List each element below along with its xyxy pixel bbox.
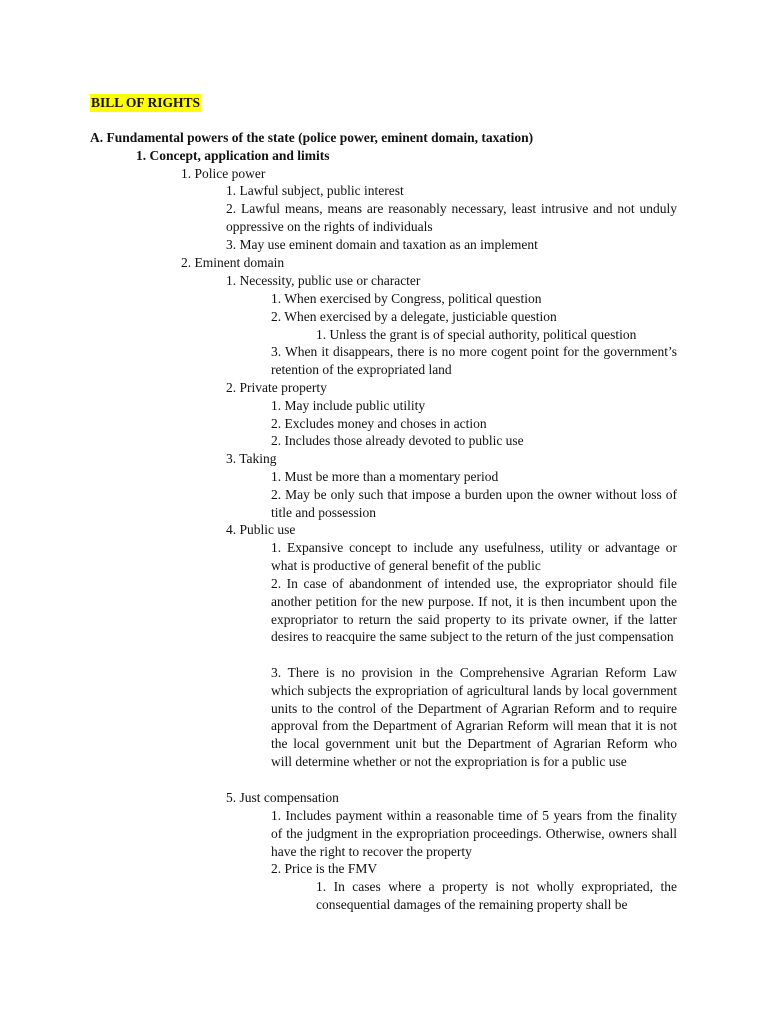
outline-item: 1. May include public utility (271, 398, 426, 413)
outline-item: 1. Expansive concept to include any usefulness, utility or advantage or what is productive of general benefit of the public (271, 540, 677, 573)
outline-item-private-property: 2. Private property (226, 380, 327, 395)
outline-item: 2. Includes those already devoted to public use (271, 433, 524, 448)
outline-item: 1. In cases where a property is not wholly expropriated, the consequential damages of the remaining property shall be (316, 879, 677, 912)
outline-item: 1. Unless the grant is of special authority, political question (316, 327, 637, 342)
outline-item: 3. There is no provision in the Comprehensive Agrarian Reform Law which subjects the expropriation of agricultural lands by local government units to the control of the Department of Agrarian Reform and to require approval from the Department of Agrarian Reform will mean that it is not the local government unit but the Department of Agrarian Reform who will determine whether or not the expropriation is for a public use (271, 665, 677, 769)
outline-item: 2. When exercised by a delegate, justiciable question (271, 309, 557, 324)
outline-item: 2. Lawful means, means are reasonably necessary, least intrusive and not unduly oppressive on the rights of individuals (226, 201, 677, 234)
outline-item: 1. Lawful subject, public interest (226, 183, 404, 198)
subsection-heading-1: 1. Concept, application and limits (136, 148, 330, 163)
document-title: BILL OF RIGHTS (91, 95, 201, 110)
outline-item-police-power: 1. Police power (181, 166, 266, 181)
outline-item-just-compensation: 5. Just compensation (226, 790, 339, 805)
outline-item-eminent-domain: 2. Eminent domain (181, 255, 285, 270)
outline-item: 1. Necessity, public use or character (226, 273, 421, 288)
outline-item: 1. When exercised by Congress, political question (271, 291, 542, 306)
outline-item: 1. Must be more than a momentary period (271, 469, 499, 484)
outline-item: 2. In case of abandonment of intended use, the expropriator should file another petition for the new purpose. If not, it is then incumbent upon the expropriator to return the said property to its private owner, if the latter desires to reacquire the same subject to the return of the just compensation (271, 576, 677, 645)
outline-item: 3. When it disappears, there is no more cogent point for the government’s retention of the expropriated land (271, 344, 677, 377)
outline-item-taking: 3. Taking (226, 451, 277, 466)
outline-item: 2. Excludes money and choses in action (271, 416, 487, 431)
outline-item-public-use: 4. Public use (226, 522, 296, 537)
outline-item: 1. Includes payment within a reasonable time of 5 years from the finality of the judgment in the expropriation proceedings. Otherwise, owners shall have the right to recover the property (271, 808, 677, 859)
outline-item: 2. May be only such that impose a burden upon the owner without loss of title and possession (271, 487, 677, 520)
section-heading-a: A. Fundamental powers of the state (police power, eminent domain, taxation) (90, 130, 534, 145)
outline-item: 3. May use eminent domain and taxation as an implement (226, 237, 538, 252)
outline-item: 2. Price is the FMV (271, 861, 378, 876)
